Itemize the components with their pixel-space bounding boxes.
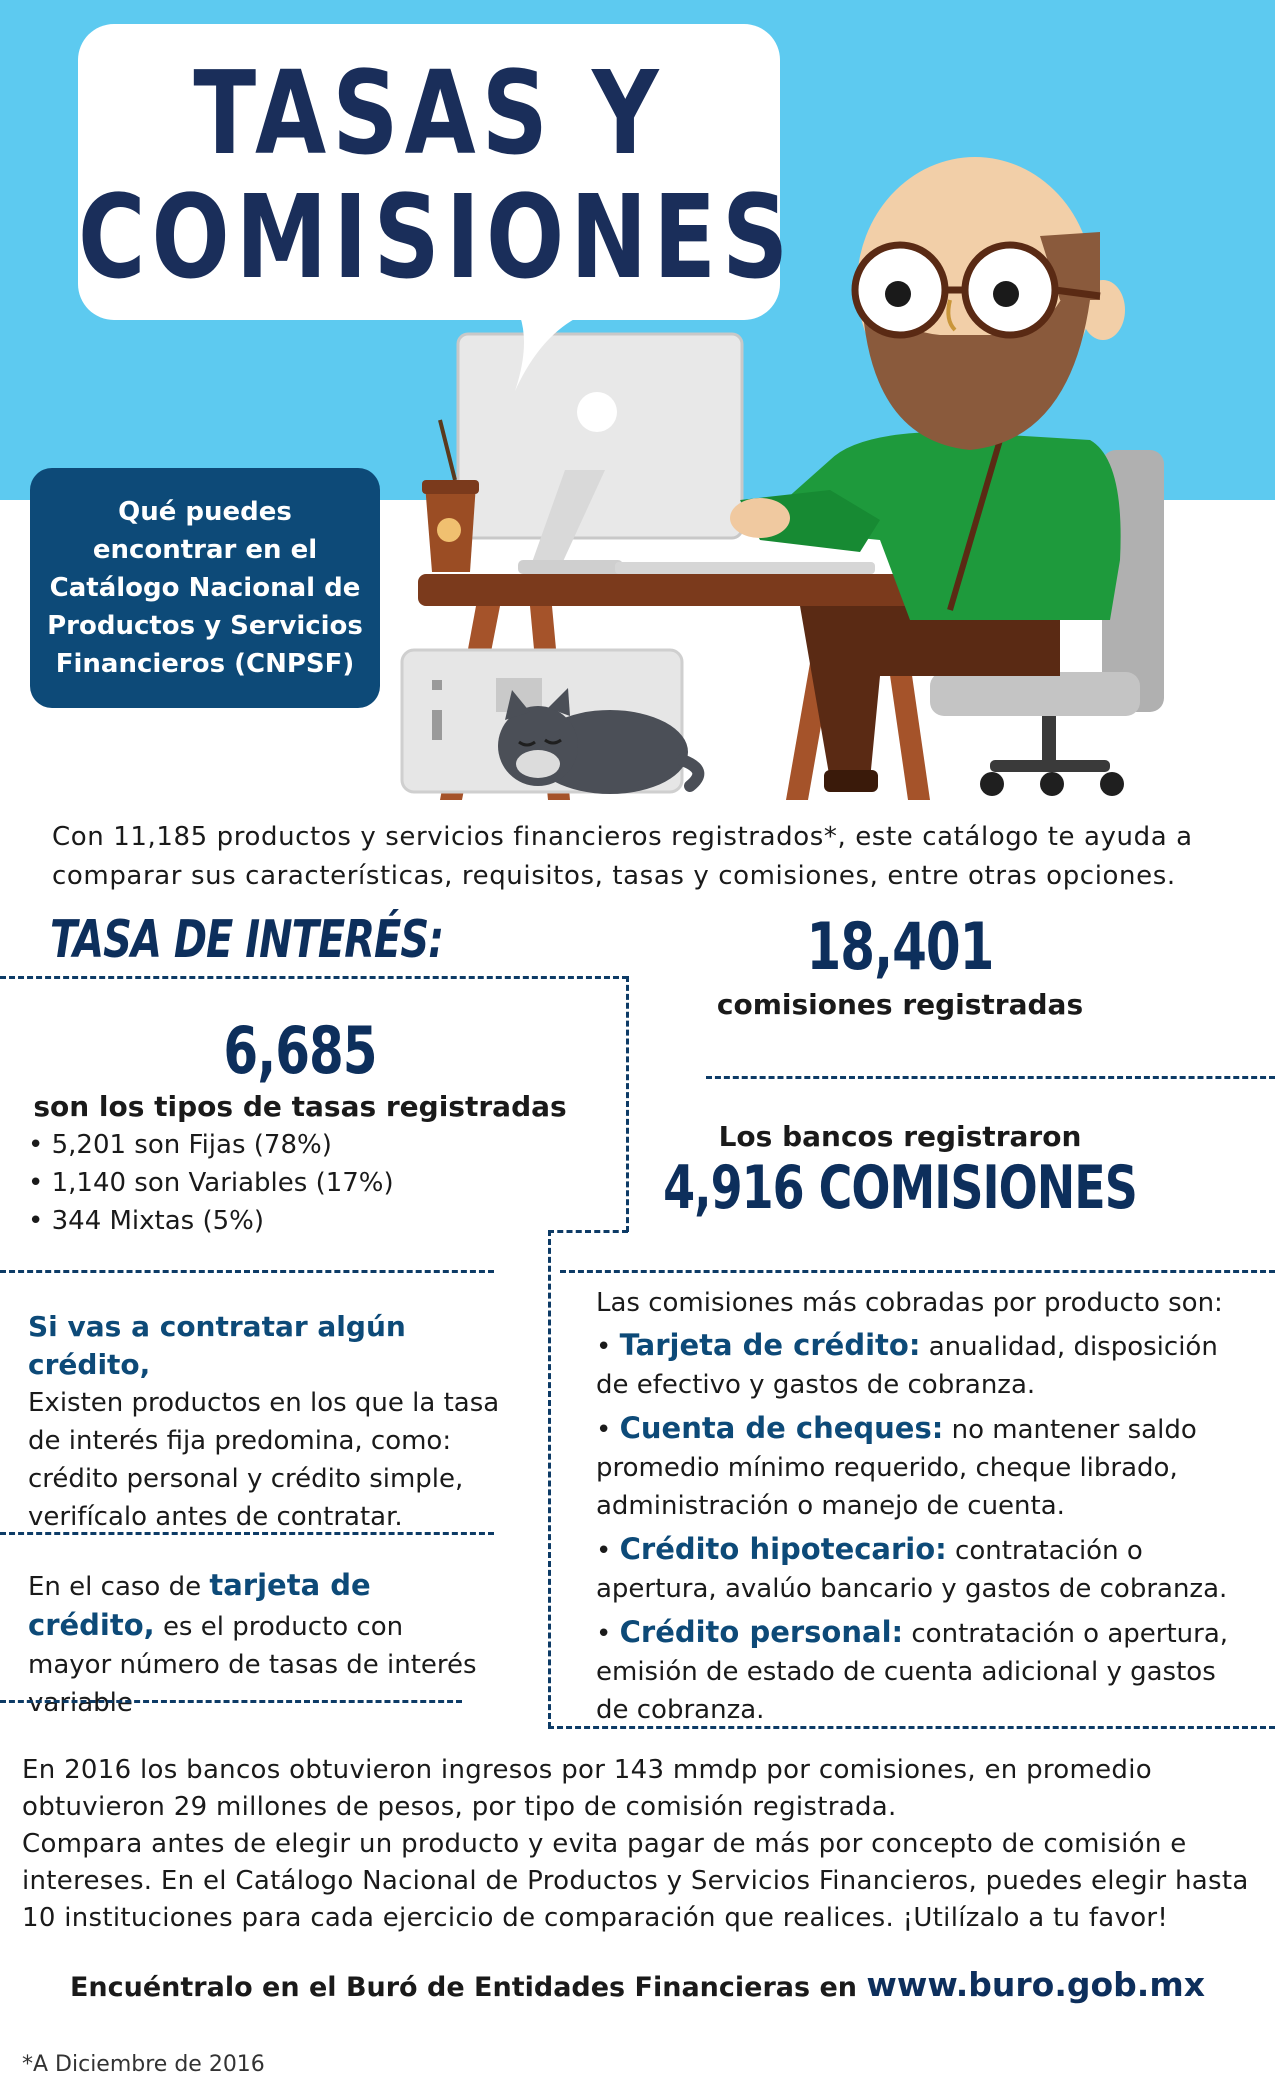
speech-bubble-tail xyxy=(500,316,590,396)
footer-paragraph-2: Compara antes de elegir un producto y evita pagar de más por concepto de comisión e intereses. En el Catálogo Nacional de Productos y Servicios Financieros, puedes elegir hasta 10 instituciones para cada ejercicio de comparación que realices. ¡Utilízalo a tu favor! xyxy=(22,1829,1249,1933)
title-speech-bubble xyxy=(78,24,795,320)
credito-body: Existen productos en los que la tasa de interés fija predomina, como: crédito personal y crédito simple, verifícalo antes de contratar. xyxy=(28,1388,500,1532)
divider xyxy=(548,1230,551,1728)
divider xyxy=(0,1700,462,1703)
tarjeta-prefix: En el caso de xyxy=(28,1572,210,1602)
comisiones-subtitle: comisiones registradas xyxy=(716,988,1084,1021)
divider xyxy=(0,1532,494,1535)
website-link[interactable]: www.buro.gob.mx xyxy=(866,1965,1206,2004)
cnpsf-info-box xyxy=(30,468,380,708)
footer-text xyxy=(22,1752,1252,1937)
footer-paragraph-1: En 2016 los bancos obtuvieron ingresos por 143 mmdp por comisiones, en promedio obtuvieron 29 millones de pesos, por tipo de comisión registrada. xyxy=(22,1755,1152,1822)
divider xyxy=(560,1270,1275,1273)
find-us-label: Encuéntralo en el Buró de Entidades Financieras en xyxy=(69,1972,867,2003)
divider xyxy=(626,976,629,1232)
list-item: • Crédito personal: contratación o apertura, emisión de estado de cuenta adicional y gastos de cobranza. xyxy=(596,1615,1229,1725)
cobrada-label: Crédito hipotecario: xyxy=(619,1532,947,1566)
tasa-heading: TASA DE INTERÉS: xyxy=(50,910,444,970)
credito-block xyxy=(28,1308,508,1536)
tasas-subtitle: son los tipos de tasas registradas xyxy=(33,1090,567,1123)
divider xyxy=(548,1726,1275,1729)
cnpsf-info-text: Qué puedes encontrar en el Catálogo Nacional de Productos y Servicios Financieros (CNPSF) xyxy=(47,497,363,679)
title-line-2: COMISIONES xyxy=(78,170,795,305)
list-item: • 5,201 son Fijas (78%) xyxy=(28,1126,588,1164)
list-item: • 344 Mixtas (5%) xyxy=(28,1202,588,1240)
list-item: • Tarjeta de crédito: anualidad, disposición de efectivo y gastos de cobranza. xyxy=(596,1328,1218,1400)
banks-comisiones-number: 4,916 COMISIONES xyxy=(663,1151,1137,1223)
tarjeta-highlight: tarjeta de crédito, xyxy=(28,1568,371,1642)
list-item: • 1,140 son Variables (17%) xyxy=(28,1164,588,1202)
banks-label: Los bancos registraron xyxy=(718,1120,1082,1153)
cobrada-text: anualidad, disposición de efectivo y gastos de cobranza. xyxy=(596,1332,1218,1400)
intro-text: Con 11,185 productos y servicios financieros registrados*, este catálogo te ayuda a comparar sus características, requisitos, tasas y comisiones, entre otras opciones. xyxy=(52,822,1193,891)
divider xyxy=(0,1270,494,1273)
cobradas-intro: Las comisiones más cobradas por producto son: xyxy=(596,1288,1223,1318)
cobrada-text: no mantener saldo promedio mínimo requerido, cheque librado, administración o manejo de cuenta. xyxy=(596,1415,1197,1521)
cobrada-text: contratación o apertura, emisión de estado de cuenta adicional y gastos de cobranza. xyxy=(596,1619,1229,1725)
cobrada-label: Tarjeta de crédito: xyxy=(619,1328,921,1362)
find-us-line xyxy=(0,1965,1275,2004)
credito-heading: Si vas a contratar algún crédito, xyxy=(28,1310,406,1381)
cobrada-label: Cuenta de cheques: xyxy=(619,1411,944,1445)
divider xyxy=(706,1076,1275,1079)
footnote: *A Diciembre de 2016 xyxy=(22,2052,265,2077)
tasas-number: 6,685 xyxy=(223,1013,377,1089)
list-item: • Crédito hipotecario: contratación o apertura, avalúo bancario y gastos de cobranza. xyxy=(596,1532,1228,1604)
tarjeta-block xyxy=(28,1566,488,1722)
comisiones-cobradas-block xyxy=(596,1284,1236,1734)
cobrada-text: contratación o apertura, avalúo bancario y gastos de cobranza. xyxy=(596,1536,1228,1604)
comisiones-number: 18,401 xyxy=(806,909,994,985)
tarjeta-body: es el producto con mayor número de tasas de interés variable xyxy=(28,1612,477,1718)
list-item: • Cuenta de cheques: no mantener saldo promedio mínimo requerido, cheque librado, administración o manejo de cuenta. xyxy=(596,1411,1197,1521)
tasas-breakdown-list xyxy=(28,1126,588,1240)
cobrada-label: Crédito personal: xyxy=(619,1615,904,1649)
title-line-1: TASAS Y xyxy=(193,46,665,181)
divider xyxy=(0,976,628,979)
